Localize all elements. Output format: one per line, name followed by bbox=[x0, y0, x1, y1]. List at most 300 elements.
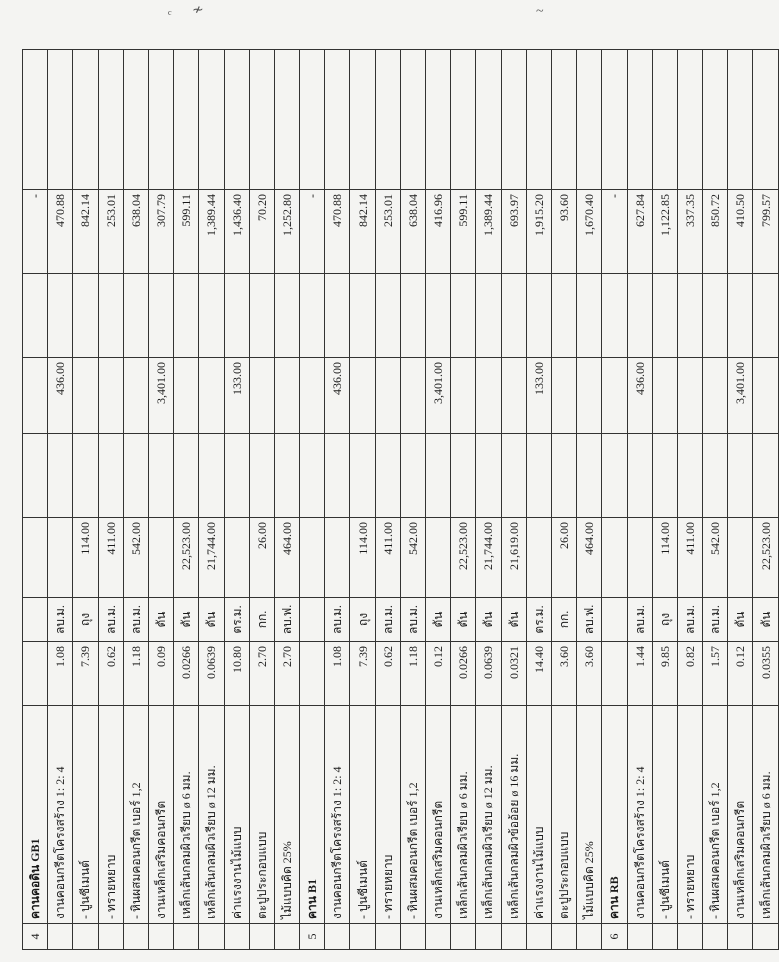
labor-price-cell bbox=[199, 358, 224, 434]
item-description: งานคอนกรีตโครงสร้าง 1: 2: 4 bbox=[325, 706, 350, 924]
item-number bbox=[677, 924, 702, 950]
material-total-cell bbox=[123, 434, 148, 518]
labor-price-cell bbox=[375, 358, 400, 434]
table-row bbox=[526, 50, 551, 950]
labor-price-cell bbox=[123, 358, 148, 434]
material-total-cell bbox=[703, 434, 728, 518]
labor-price-cell bbox=[577, 358, 602, 434]
material-price-cell: 22,523.00 bbox=[451, 518, 476, 598]
remark-cell bbox=[577, 50, 602, 190]
material-total-cell bbox=[199, 434, 224, 518]
remark-cell bbox=[148, 50, 173, 190]
unit-cell: ลบ.ม. bbox=[98, 598, 123, 642]
unit-cell: ตัน bbox=[148, 598, 173, 642]
labor-total-cell bbox=[426, 274, 451, 358]
remark-cell bbox=[23, 50, 48, 190]
item-number bbox=[426, 924, 451, 950]
total-cell: 307.79 bbox=[148, 190, 173, 274]
material-total-cell bbox=[400, 434, 425, 518]
quantity-cell bbox=[602, 642, 627, 706]
material-total-cell bbox=[476, 434, 501, 518]
table-row bbox=[325, 50, 350, 950]
item-description: เหล็กเส้นกลมผิวข้ออ้อย ø 16 มม. bbox=[501, 706, 526, 924]
item-description: - ทรายหยาบ bbox=[375, 706, 400, 924]
item-description: เหล็กเส้นกลมผิวเรียบ ø 6 มม. bbox=[174, 706, 199, 924]
quantity-cell bbox=[23, 642, 48, 706]
material-total-cell bbox=[753, 434, 778, 518]
material-total-cell bbox=[652, 434, 677, 518]
table-row bbox=[703, 50, 728, 950]
quantity-cell: 10.80 bbox=[224, 642, 249, 706]
material-price-cell: 26.00 bbox=[249, 518, 274, 598]
unit-cell: ลบ.ฟ. bbox=[274, 598, 299, 642]
material-price-cell: 26.00 bbox=[551, 518, 576, 598]
quantity-cell: 1.18 bbox=[123, 642, 148, 706]
table-row bbox=[224, 50, 249, 950]
material-total-cell bbox=[627, 434, 652, 518]
item-number bbox=[325, 924, 350, 950]
item-description: ไม้แบบคิด 25% bbox=[274, 706, 299, 924]
unit-cell: กก. bbox=[249, 598, 274, 642]
remark-cell bbox=[501, 50, 526, 190]
total-cell: 416.96 bbox=[426, 190, 451, 274]
labor-price-cell: 3,401.00 bbox=[148, 358, 173, 434]
material-price-cell bbox=[602, 518, 627, 598]
table-row bbox=[501, 50, 526, 950]
material-price-cell bbox=[526, 518, 551, 598]
unit-cell: ตร.ม. bbox=[224, 598, 249, 642]
quantity-cell: 0.0639 bbox=[199, 642, 224, 706]
item-description: - หินผสมคอนกรีต เบอร์ 1,2 bbox=[400, 706, 425, 924]
item-description: งานคอนกรีตโครงสร้าง 1: 2: 4 bbox=[627, 706, 652, 924]
unit-cell: ตร.ม. bbox=[526, 598, 551, 642]
quantity-cell: 2.70 bbox=[249, 642, 274, 706]
item-description: เหล็กเส้นกลมผิวเรียบ ø 12 มม. bbox=[199, 706, 224, 924]
quantity-cell: 0.0639 bbox=[476, 642, 501, 706]
labor-price-cell bbox=[476, 358, 501, 434]
total-cell: 70.20 bbox=[249, 190, 274, 274]
material-price-cell: 114.00 bbox=[350, 518, 375, 598]
material-price-cell: 542.00 bbox=[400, 518, 425, 598]
unit-cell: ลบ.ม. bbox=[123, 598, 148, 642]
item-number bbox=[703, 924, 728, 950]
labor-total-cell bbox=[526, 274, 551, 358]
material-total-cell bbox=[174, 434, 199, 518]
item-number bbox=[551, 924, 576, 950]
table-row bbox=[375, 50, 400, 950]
labor-total-cell bbox=[300, 274, 325, 358]
unit-cell: ตัน bbox=[174, 598, 199, 642]
material-total-cell bbox=[426, 434, 451, 518]
labor-total-cell bbox=[325, 274, 350, 358]
labor-price-cell: 133.00 bbox=[526, 358, 551, 434]
labor-price-cell bbox=[174, 358, 199, 434]
labor-total-cell bbox=[23, 274, 48, 358]
remark-cell bbox=[325, 50, 350, 190]
remark-cell bbox=[426, 50, 451, 190]
table-row bbox=[451, 50, 476, 950]
total-cell: 253.01 bbox=[375, 190, 400, 274]
unit-cell: ตัน bbox=[728, 598, 753, 642]
unit-cell: ถุง bbox=[350, 598, 375, 642]
table-row bbox=[551, 50, 576, 950]
quantity-cell: 7.39 bbox=[73, 642, 98, 706]
material-price-cell bbox=[426, 518, 451, 598]
item-number bbox=[274, 924, 299, 950]
quantity-cell: 0.82 bbox=[677, 642, 702, 706]
item-number bbox=[451, 924, 476, 950]
material-price-cell bbox=[300, 518, 325, 598]
item-number bbox=[753, 924, 778, 950]
material-price-cell: 542.00 bbox=[703, 518, 728, 598]
item-number bbox=[73, 924, 98, 950]
item-number: 6 bbox=[602, 924, 627, 950]
total-cell: 599.11 bbox=[451, 190, 476, 274]
item-number bbox=[728, 924, 753, 950]
material-total-cell bbox=[148, 434, 173, 518]
total-cell: - bbox=[23, 190, 48, 274]
quantity-cell bbox=[300, 642, 325, 706]
material-price-cell bbox=[224, 518, 249, 598]
remark-cell bbox=[652, 50, 677, 190]
total-cell: 599.11 bbox=[174, 190, 199, 274]
total-cell: 842.14 bbox=[73, 190, 98, 274]
labor-price-cell bbox=[274, 358, 299, 434]
remark-cell bbox=[703, 50, 728, 190]
labor-total-cell bbox=[73, 274, 98, 358]
remark-cell bbox=[400, 50, 425, 190]
material-total-cell bbox=[577, 434, 602, 518]
item-number bbox=[652, 924, 677, 950]
material-price-cell bbox=[325, 518, 350, 598]
total-cell: 1,436.40 bbox=[224, 190, 249, 274]
labor-price-cell: 3,401.00 bbox=[426, 358, 451, 434]
material-price-cell: 21,744.00 bbox=[199, 518, 224, 598]
item-description: - หินผสมคอนกรีต เบอร์ 1,2 bbox=[123, 706, 148, 924]
total-cell: 93.60 bbox=[551, 190, 576, 274]
table-row bbox=[350, 50, 375, 950]
labor-total-cell bbox=[48, 274, 73, 358]
material-total-cell bbox=[98, 434, 123, 518]
table-row bbox=[627, 50, 652, 950]
table-row bbox=[426, 50, 451, 950]
labor-total-cell bbox=[174, 274, 199, 358]
item-number bbox=[123, 924, 148, 950]
table-row bbox=[148, 50, 173, 950]
labor-total-cell bbox=[753, 274, 778, 358]
table-row bbox=[728, 50, 753, 950]
labor-total-cell bbox=[602, 274, 627, 358]
material-price-cell bbox=[148, 518, 173, 598]
material-total-cell bbox=[274, 434, 299, 518]
total-cell: 470.88 bbox=[48, 190, 73, 274]
quantity-cell: 0.12 bbox=[426, 642, 451, 706]
labor-price-cell: 436.00 bbox=[48, 358, 73, 434]
material-price-cell: 22,523.00 bbox=[174, 518, 199, 598]
remark-cell bbox=[224, 50, 249, 190]
labor-price-cell bbox=[451, 358, 476, 434]
quantity-cell: 0.09 bbox=[148, 642, 173, 706]
labor-total-cell bbox=[627, 274, 652, 358]
item-description: งานคอนกรีตโครงสร้าง 1: 2: 4 bbox=[48, 706, 73, 924]
labor-total-cell bbox=[703, 274, 728, 358]
unit-cell: ตัน bbox=[426, 598, 451, 642]
remark-cell bbox=[526, 50, 551, 190]
labor-total-cell bbox=[551, 274, 576, 358]
material-price-cell bbox=[627, 518, 652, 598]
table-row bbox=[400, 50, 425, 950]
table-row bbox=[652, 50, 677, 950]
quantity-cell: 1.44 bbox=[627, 642, 652, 706]
labor-total-cell bbox=[501, 274, 526, 358]
labor-price-cell: 436.00 bbox=[325, 358, 350, 434]
material-total-cell bbox=[325, 434, 350, 518]
labor-price-cell: 3,401.00 bbox=[728, 358, 753, 434]
table-row bbox=[123, 50, 148, 950]
item-number: 5 bbox=[300, 924, 325, 950]
total-cell: 1,915.20 bbox=[526, 190, 551, 274]
labor-price-cell bbox=[400, 358, 425, 434]
remark-cell bbox=[602, 50, 627, 190]
quantity-cell: 0.62 bbox=[375, 642, 400, 706]
unit-cell: ลบ.ฟ. bbox=[577, 598, 602, 642]
labor-total-cell bbox=[199, 274, 224, 358]
unit-cell: ลบ.ม. bbox=[400, 598, 425, 642]
remark-cell bbox=[350, 50, 375, 190]
material-price-cell: 411.00 bbox=[98, 518, 123, 598]
labor-total-cell bbox=[350, 274, 375, 358]
scan-mark: ᶜ bbox=[168, 8, 172, 23]
quantity-cell: 0.0355 bbox=[753, 642, 778, 706]
material-total-cell bbox=[551, 434, 576, 518]
quantity-cell: 2.70 bbox=[274, 642, 299, 706]
unit-cell: ลบ.ม. bbox=[375, 598, 400, 642]
item-number bbox=[249, 924, 274, 950]
remark-cell bbox=[451, 50, 476, 190]
total-cell: 627.84 bbox=[627, 190, 652, 274]
item-number: 4 bbox=[23, 924, 48, 950]
remark-cell bbox=[753, 50, 778, 190]
unit-cell: ลบ.ม. bbox=[627, 598, 652, 642]
section-row bbox=[300, 50, 325, 950]
labor-price-cell bbox=[753, 358, 778, 434]
material-total-cell bbox=[350, 434, 375, 518]
item-number bbox=[400, 924, 425, 950]
labor-total-cell bbox=[652, 274, 677, 358]
material-total-cell bbox=[451, 434, 476, 518]
labor-price-cell bbox=[703, 358, 728, 434]
material-total-cell bbox=[48, 434, 73, 518]
labor-total-cell bbox=[148, 274, 173, 358]
labor-total-cell bbox=[98, 274, 123, 358]
labor-total-cell bbox=[224, 274, 249, 358]
quantity-cell: 3.60 bbox=[551, 642, 576, 706]
labor-total-cell bbox=[677, 274, 702, 358]
item-description: เหล็กเส้นกลมผิวเรียบ ø 6 มม. bbox=[753, 706, 778, 924]
material-price-cell bbox=[728, 518, 753, 598]
item-description: คาน B1 bbox=[300, 706, 325, 924]
section-row bbox=[23, 50, 48, 950]
labor-price-cell: 436.00 bbox=[627, 358, 652, 434]
total-cell: 842.14 bbox=[350, 190, 375, 274]
total-cell: 1,122.85 bbox=[652, 190, 677, 274]
item-description: ตะปูประกอบแบบ bbox=[249, 706, 274, 924]
total-cell: - bbox=[602, 190, 627, 274]
quantity-cell: 1.08 bbox=[325, 642, 350, 706]
labor-price-cell bbox=[501, 358, 526, 434]
labor-total-cell bbox=[451, 274, 476, 358]
remark-cell bbox=[728, 50, 753, 190]
item-number bbox=[199, 924, 224, 950]
unit-cell: ลบ.ม. bbox=[677, 598, 702, 642]
labor-price-cell bbox=[350, 358, 375, 434]
remark-cell bbox=[98, 50, 123, 190]
table-row bbox=[199, 50, 224, 950]
quantity-cell: 7.39 bbox=[350, 642, 375, 706]
total-cell: 850.72 bbox=[703, 190, 728, 274]
labor-price-cell bbox=[551, 358, 576, 434]
material-total-cell bbox=[300, 434, 325, 518]
unit-cell: ตัน bbox=[451, 598, 476, 642]
labor-total-cell bbox=[249, 274, 274, 358]
quantity-cell: 0.0266 bbox=[174, 642, 199, 706]
material-price-cell: 464.00 bbox=[577, 518, 602, 598]
material-total-cell bbox=[526, 434, 551, 518]
scan-mark: ≁ bbox=[192, 3, 204, 18]
material-price-cell bbox=[23, 518, 48, 598]
scan-mark: ~ bbox=[536, 4, 544, 19]
quantity-cell: 1.08 bbox=[48, 642, 73, 706]
table-row bbox=[753, 50, 778, 950]
material-price-cell: 114.00 bbox=[73, 518, 98, 598]
material-total-cell bbox=[501, 434, 526, 518]
labor-total-cell bbox=[728, 274, 753, 358]
labor-total-cell bbox=[476, 274, 501, 358]
table-row bbox=[577, 50, 602, 950]
material-total-cell bbox=[249, 434, 274, 518]
total-cell: 638.04 bbox=[400, 190, 425, 274]
labor-total-cell bbox=[400, 274, 425, 358]
material-price-cell: 22,523.00 bbox=[753, 518, 778, 598]
quantity-cell: 0.12 bbox=[728, 642, 753, 706]
remark-cell bbox=[375, 50, 400, 190]
labor-price-cell bbox=[23, 358, 48, 434]
unit-cell: ลบ.ม. bbox=[325, 598, 350, 642]
material-price-cell: 411.00 bbox=[677, 518, 702, 598]
material-price-cell bbox=[48, 518, 73, 598]
unit-cell: ตัน bbox=[501, 598, 526, 642]
unit-cell: ลบ.ม. bbox=[48, 598, 73, 642]
quantity-cell: 0.0266 bbox=[451, 642, 476, 706]
unit-cell: กก. bbox=[551, 598, 576, 642]
remark-cell bbox=[199, 50, 224, 190]
labor-total-cell bbox=[274, 274, 299, 358]
quantity-cell: 1.18 bbox=[400, 642, 425, 706]
item-number bbox=[526, 924, 551, 950]
item-description: - ปูนซีเมนต์ bbox=[350, 706, 375, 924]
quantity-cell: 14.40 bbox=[526, 642, 551, 706]
total-cell: 410.50 bbox=[728, 190, 753, 274]
item-description: งานเหล็กเสริมคอนกรีต bbox=[148, 706, 173, 924]
remark-cell bbox=[174, 50, 199, 190]
item-number bbox=[174, 924, 199, 950]
item-number bbox=[98, 924, 123, 950]
item-description: - ปูนซีเมนต์ bbox=[652, 706, 677, 924]
item-number bbox=[627, 924, 652, 950]
unit-cell: ถุง bbox=[652, 598, 677, 642]
material-price-cell: 114.00 bbox=[652, 518, 677, 598]
material-total-cell bbox=[73, 434, 98, 518]
item-description: เหล็กเส้นกลมผิวเรียบ ø 6 มม. bbox=[451, 706, 476, 924]
total-cell: 693.97 bbox=[501, 190, 526, 274]
labor-price-cell bbox=[602, 358, 627, 434]
unit-cell: ตัน bbox=[199, 598, 224, 642]
material-price-cell: 542.00 bbox=[123, 518, 148, 598]
item-description: - ปูนซีเมนต์ bbox=[73, 706, 98, 924]
material-total-cell bbox=[375, 434, 400, 518]
labor-total-cell bbox=[375, 274, 400, 358]
table-row bbox=[174, 50, 199, 950]
unit-cell: ลบ.ม. bbox=[703, 598, 728, 642]
labor-price-cell: 133.00 bbox=[224, 358, 249, 434]
labor-price-cell bbox=[677, 358, 702, 434]
unit-cell bbox=[23, 598, 48, 642]
remark-cell bbox=[48, 50, 73, 190]
unit-cell bbox=[300, 598, 325, 642]
item-number bbox=[476, 924, 501, 950]
material-total-cell bbox=[23, 434, 48, 518]
quantity-cell: 3.60 bbox=[577, 642, 602, 706]
total-cell: 1,389.44 bbox=[476, 190, 501, 274]
total-cell: 638.04 bbox=[123, 190, 148, 274]
unit-cell: ตัน bbox=[753, 598, 778, 642]
item-description: คาน RB bbox=[602, 706, 627, 924]
total-cell: - bbox=[300, 190, 325, 274]
item-description: ค่าแรงงานไม้แบบ bbox=[526, 706, 551, 924]
unit-cell: ถุง bbox=[73, 598, 98, 642]
labor-total-cell bbox=[577, 274, 602, 358]
remark-cell bbox=[476, 50, 501, 190]
item-number bbox=[224, 924, 249, 950]
labor-price-cell bbox=[73, 358, 98, 434]
material-price-cell: 464.00 bbox=[274, 518, 299, 598]
material-total-cell bbox=[224, 434, 249, 518]
table-row bbox=[48, 50, 73, 950]
item-number bbox=[501, 924, 526, 950]
labor-total-cell bbox=[123, 274, 148, 358]
item-number bbox=[577, 924, 602, 950]
item-description: งานเหล็กเสริมคอนกรีต bbox=[426, 706, 451, 924]
remark-cell bbox=[300, 50, 325, 190]
labor-price-cell bbox=[300, 358, 325, 434]
quantity-cell: 0.62 bbox=[98, 642, 123, 706]
remark-cell bbox=[677, 50, 702, 190]
labor-price-cell bbox=[98, 358, 123, 434]
item-number bbox=[48, 924, 73, 950]
labor-price-cell bbox=[652, 358, 677, 434]
total-cell: 470.88 bbox=[325, 190, 350, 274]
table-row bbox=[274, 50, 299, 950]
material-total-cell bbox=[602, 434, 627, 518]
material-price-cell: 411.00 bbox=[375, 518, 400, 598]
labor-price-cell bbox=[249, 358, 274, 434]
item-description: ไม้แบบคิด 25% bbox=[577, 706, 602, 924]
item-number bbox=[350, 924, 375, 950]
unit-cell: ตัน bbox=[476, 598, 501, 642]
section-row bbox=[602, 50, 627, 950]
quantity-cell: 1.57 bbox=[703, 642, 728, 706]
item-number bbox=[148, 924, 173, 950]
